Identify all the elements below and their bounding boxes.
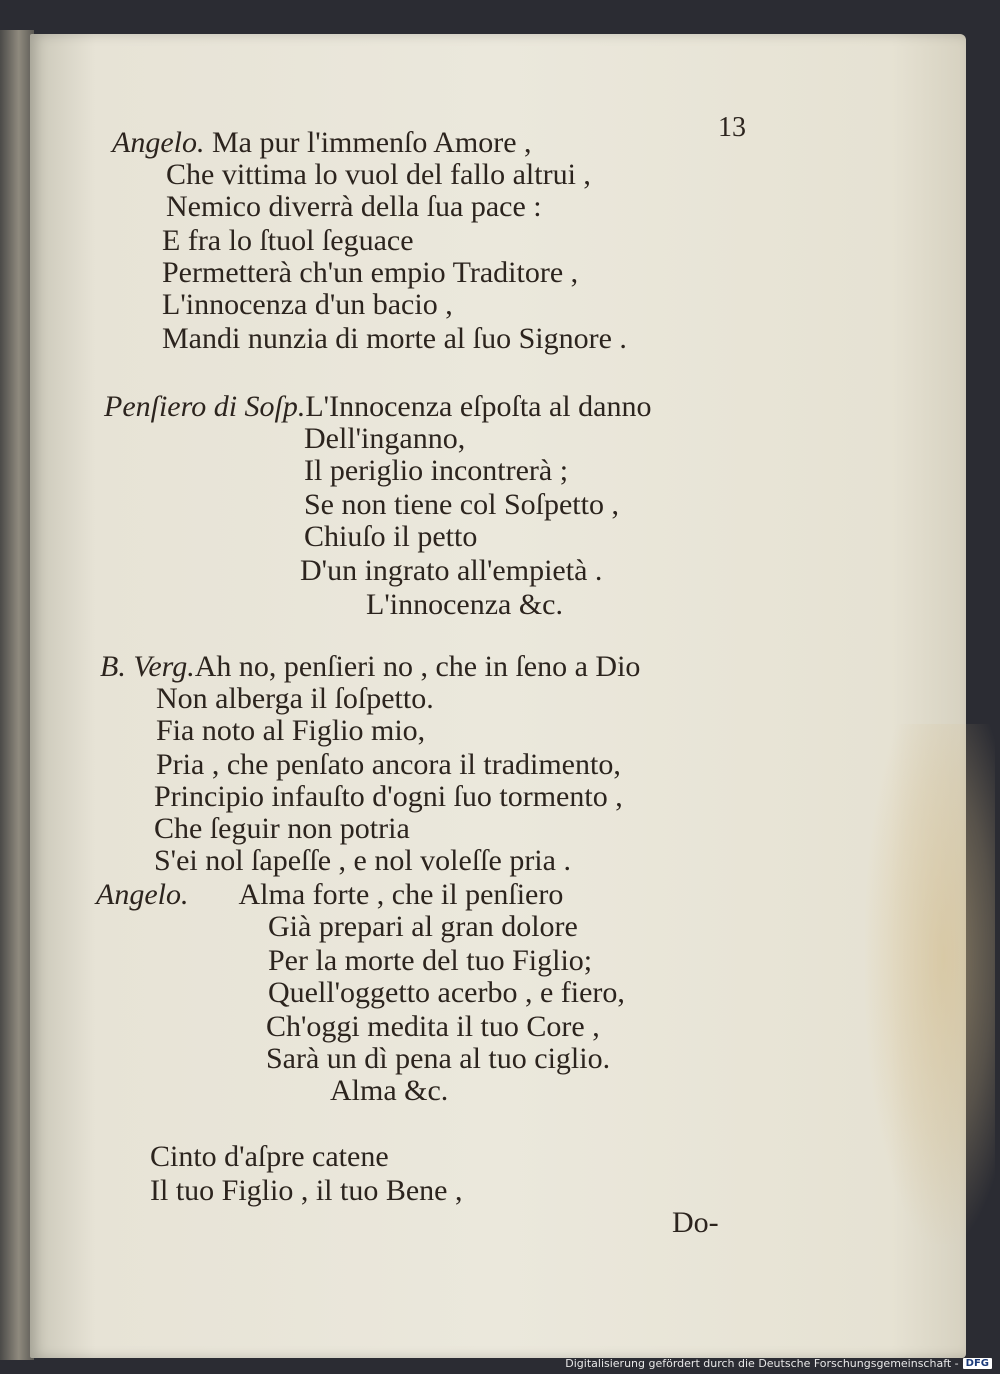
- digitization-footer: [565, 1357, 992, 1370]
- page-number: 13: [718, 112, 746, 143]
- text-line: Alma &c.: [330, 1074, 449, 1107]
- speaker-label: Angelo.: [112, 126, 205, 159]
- speaker-label: Angelo.: [96, 878, 189, 911]
- text-line: Il tuo Figlio , il tuo Bene ,: [150, 1174, 463, 1207]
- text-line: Permetterà ch'un empio Traditore ,: [162, 256, 579, 289]
- text-line: Non alberga il ſoſpetto.: [156, 682, 434, 715]
- text-line: [100, 652, 640, 682]
- text-line: Mandi nunzia di morte al ſuo Signore .: [162, 322, 627, 355]
- text-line: Principio infauſto d'ogni ſuo tormento ,: [154, 780, 623, 813]
- water-stain: [865, 724, 995, 1244]
- text-line: Se non tiene col Soſpetto ,: [304, 488, 619, 521]
- text-line: Fia noto al Figlio mio,: [156, 714, 426, 747]
- text-line: Che vittima lo vuol del fallo altrui ,: [166, 158, 591, 191]
- text-line: Ch'oggi medita il tuo Core ,: [266, 1010, 600, 1043]
- text-line: [96, 880, 563, 910]
- text-line: Cinto d'aſpre catene: [150, 1140, 389, 1173]
- text-line: E fra lo ſtuol ſeguace: [162, 224, 414, 257]
- text-line: D'un ingrato all'empietà .: [300, 554, 603, 587]
- text-line: [104, 392, 651, 422]
- text-line: S'ei nol ſapeſſe , e nol voleſſe pria .: [154, 844, 571, 877]
- text-line: Nemico diverrà della ſua pace :: [166, 190, 542, 223]
- text-line: Che ſeguir non potria: [154, 812, 410, 845]
- text-line: Dell'inganno,: [304, 422, 466, 455]
- text-line: [112, 128, 532, 158]
- text-line: Sarà un dì pena al tuo ciglio.: [266, 1042, 611, 1075]
- text-line: L'innocenza &c.: [366, 588, 563, 621]
- text-line: Per la morte del tuo Figlio;: [268, 944, 593, 977]
- text-line: Quell'oggetto acerbo , e fiero,: [268, 976, 625, 1009]
- verse-text: Ma pur l'immenſo Amore ,: [211, 126, 532, 159]
- text-line: Il periglio incontrerà ;: [304, 454, 569, 487]
- dfg-logo: DFG: [963, 1358, 992, 1369]
- left-page-edge: [0, 30, 34, 1360]
- speaker-label: Penſiero di Soſp.: [104, 390, 306, 423]
- catchword: Do-: [672, 1206, 719, 1239]
- verse-text: L'Innocenza eſpoſta al danno: [305, 390, 652, 423]
- verse-text: Alma forte , che il penſiero: [238, 878, 564, 911]
- footer-text: Digitalisierung gefördert durch die Deutsche Forschungsgemeinschaft -: [565, 1357, 959, 1370]
- text-line: L'innocenza d'un bacio ,: [162, 288, 453, 321]
- verse-text: Ah no, penſieri no , che in ſeno a Dio: [194, 650, 641, 683]
- text-line: Pria , che penſato ancora il tradimento,: [156, 748, 621, 781]
- text-line: Già prepari al gran dolore: [268, 910, 578, 943]
- speaker-label: B. Verg.: [100, 650, 195, 683]
- text-line: Chiuſo il petto: [304, 520, 478, 553]
